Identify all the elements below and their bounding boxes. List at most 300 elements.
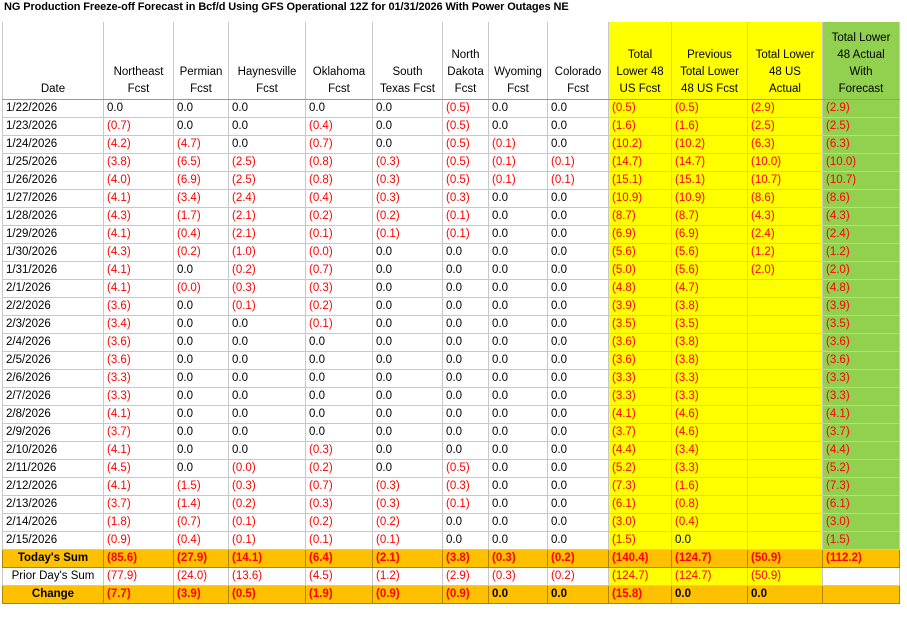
table-row [3,118,900,136]
value-cell: (6.9) [609,226,672,244]
value-cell: (2.4) [748,226,823,244]
value-cell: (2.4) [229,190,306,208]
value-cell: (0.2) [548,568,609,586]
date-cell: 2/4/2026 [3,334,104,352]
value-cell: (0.1) [548,172,609,190]
column-header-line: 48 US Fcst [681,83,738,95]
value-cell: 0.0 [548,262,609,280]
value-cell: (4.6) [672,406,748,424]
table-row [3,136,900,154]
column-header [3,22,104,100]
value-cell: 0.0 [229,118,306,136]
value-cell: (3.3) [609,370,672,388]
value-cell: 0.0 [373,442,443,460]
date-cell: 2/3/2026 [3,316,104,334]
value-cell: (0.4) [174,532,229,550]
value-cell: (6.9) [174,172,229,190]
column-header [104,22,174,100]
table-row [3,496,900,514]
row-label: Change [3,586,104,604]
value-cell: (0.8) [306,172,373,190]
value-cell: (2.9) [748,100,823,118]
value-cell: (1.2) [823,244,900,262]
column-header [306,22,373,100]
value-cell: (14.7) [672,154,748,172]
value-cell: 0.0 [489,280,548,298]
column-header-line: Fcst [328,83,350,95]
value-cell: (2.0) [823,262,900,280]
date-cell: 2/8/2026 [3,406,104,424]
value-cell: (0.7) [306,478,373,496]
value-cell: 0.0 [548,514,609,532]
value-cell: (4.1) [104,262,174,280]
value-cell [748,424,823,442]
value-cell: (0.9) [104,532,174,550]
value-cell: (0.5) [443,118,489,136]
value-cell: (1.2) [748,244,823,262]
date-cell: 2/15/2026 [3,532,104,550]
value-cell: 0.0 [174,388,229,406]
column-header-line: Fcst [567,83,589,95]
change-row [3,586,900,604]
table-row [3,478,900,496]
freeze-off-forecast-table [2,22,900,604]
column-header-line: Total Lower [680,66,739,78]
table-row [3,532,900,550]
value-cell: (4.2) [104,136,174,154]
column-header-line: Permian [179,66,223,78]
value-cell: (3.9) [823,298,900,316]
value-cell: 0.0 [229,406,306,424]
column-header-line: 48 Actual [837,49,885,61]
value-cell: (3.3) [823,388,900,406]
value-cell: (2.5) [748,118,823,136]
value-cell: (0.2) [174,244,229,262]
value-cell: (0.2) [373,208,443,226]
value-cell: (0.1) [489,172,548,190]
value-cell: 0.0 [489,316,548,334]
value-cell: (0.1) [229,514,306,532]
value-cell [748,460,823,478]
column-header-line: Fcst [256,83,278,95]
value-cell: (3.6) [104,334,174,352]
table-row [3,334,900,352]
value-cell: 0.0 [229,442,306,460]
value-cell: 0.0 [489,118,548,136]
value-cell: 0.0 [672,586,748,604]
value-cell: (10.2) [672,136,748,154]
value-cell [748,316,823,334]
date-cell: 1/22/2026 [3,100,104,118]
value-cell: (3.4) [104,316,174,334]
value-cell: 0.0 [229,388,306,406]
value-cell: (4.3) [104,208,174,226]
column-header-line: Wyoming [494,66,542,78]
value-cell: (8.7) [609,208,672,226]
column-header-line: US Fcst [619,83,661,95]
column-header-line: Colorado [554,66,602,78]
value-cell: 0.0 [373,334,443,352]
value-cell: (10.0) [823,154,900,172]
value-cell: 0.0 [548,244,609,262]
value-cell: (4.1) [104,190,174,208]
value-cell: 0.0 [548,298,609,316]
value-cell: (4.3) [748,208,823,226]
value-cell: (0.1) [489,154,548,172]
value-cell: 0.0 [306,352,373,370]
value-cell: (24.0) [174,568,229,586]
sheet-title: NG Production Freeze-off Forecast in Bcf/d Using GFS Operational 12Z for 01/31/2026 With Power Outages NE [4,1,569,13]
value-cell: (0.7) [306,262,373,280]
column-header-line: Lower 48 [616,66,664,78]
value-cell: (3.3) [104,370,174,388]
value-cell [748,478,823,496]
value-cell: (0.2) [229,262,306,280]
value-cell: (3.6) [823,352,900,370]
value-cell: (3.7) [104,496,174,514]
value-cell: (1.8) [104,514,174,532]
column-header [748,22,823,100]
table-row [3,352,900,370]
value-cell: (4.1) [104,280,174,298]
column-header-line: South [392,66,423,78]
value-cell: 0.0 [548,406,609,424]
value-cell: (7.3) [823,478,900,496]
value-cell: (1.5) [174,478,229,496]
value-cell: 0.0 [443,514,489,532]
value-cell: (0.0) [229,460,306,478]
value-cell: (4.3) [104,244,174,262]
value-cell: (1.2) [373,568,443,586]
value-cell: (1.4) [174,496,229,514]
value-cell: (0.3) [229,280,306,298]
value-cell: 0.0 [489,442,548,460]
value-cell: (112.2) [823,550,900,568]
date-cell: 1/30/2026 [3,244,104,262]
value-cell: 0.0 [373,244,443,262]
value-cell: 0.0 [748,586,823,604]
value-cell: (0.3) [373,478,443,496]
column-header-line: Actual [769,83,801,95]
value-cell: (1.5) [609,532,672,550]
value-cell: (4.0) [104,172,174,190]
value-cell: (0.3) [306,280,373,298]
value-cell: (0.5) [443,460,489,478]
value-cell: (50.9) [748,568,823,586]
date-cell: 2/7/2026 [3,388,104,406]
value-cell: (6.4) [306,550,373,568]
value-cell: (1.6) [672,478,748,496]
date-cell: 2/6/2026 [3,370,104,388]
value-cell: (0.1) [489,136,548,154]
value-cell: (6.3) [823,136,900,154]
value-cell [748,280,823,298]
value-cell: (5.0) [609,262,672,280]
value-cell: (0.2) [306,208,373,226]
value-cell: (8.7) [672,208,748,226]
value-cell: (3.7) [609,424,672,442]
value-cell: (3.8) [672,334,748,352]
date-cell: 1/25/2026 [3,154,104,172]
value-cell: (4.7) [672,280,748,298]
value-cell: 0.0 [174,424,229,442]
value-cell: 0.0 [373,388,443,406]
value-cell: (3.8) [104,154,174,172]
value-cell: (1.7) [174,208,229,226]
value-cell: 0.0 [548,442,609,460]
value-cell: (4.4) [609,442,672,460]
value-cell: 0.0 [306,100,373,118]
value-cell: 0.0 [548,586,609,604]
value-cell: (0.1) [548,154,609,172]
value-cell: (4.8) [823,280,900,298]
date-cell: 2/12/2026 [3,478,104,496]
value-cell [748,352,823,370]
value-cell: (0.1) [306,532,373,550]
value-cell: (4.5) [306,568,373,586]
value-cell: (4.1) [104,478,174,496]
value-cell: 0.0 [489,460,548,478]
value-cell [748,334,823,352]
value-cell: (0.8) [306,154,373,172]
table-row [3,100,900,118]
value-cell: 0.0 [443,280,489,298]
value-cell: 0.0 [443,442,489,460]
value-cell: 0.0 [489,478,548,496]
value-cell: (3.5) [609,316,672,334]
value-cell: 0.0 [548,280,609,298]
value-cell: (10.9) [609,190,672,208]
value-cell: (124.7) [672,550,748,568]
date-cell: 1/29/2026 [3,226,104,244]
value-cell: (0.1) [443,496,489,514]
value-cell: 0.0 [489,496,548,514]
value-cell: (0.1) [443,226,489,244]
value-cell: 0.0 [443,316,489,334]
value-cell: (3.0) [609,514,672,532]
column-header [489,22,548,100]
value-cell: (0.1) [443,208,489,226]
column-header-line: Dakota [447,66,484,78]
value-cell: (0.8) [672,496,748,514]
date-cell: 1/28/2026 [3,208,104,226]
value-cell: (3.6) [823,334,900,352]
value-cell: (0.3) [373,172,443,190]
value-cell: (3.3) [104,388,174,406]
value-cell: 0.0 [489,388,548,406]
value-cell: (4.7) [174,136,229,154]
value-cell: (4.1) [609,406,672,424]
value-cell: (0.3) [443,190,489,208]
value-cell: (0.5) [443,100,489,118]
value-cell: (3.5) [672,316,748,334]
value-cell: 0.0 [306,334,373,352]
column-header-line: Total Lower [831,32,891,44]
value-cell [748,442,823,460]
table-row [3,388,900,406]
value-cell: (3.6) [104,352,174,370]
value-cell: 0.0 [373,352,443,370]
value-cell: 0.0 [548,316,609,334]
value-cell: (0.2) [373,514,443,532]
value-cell: (2.1) [229,226,306,244]
table-row [3,442,900,460]
value-cell: (0.4) [306,190,373,208]
value-cell: 0.0 [174,334,229,352]
value-cell: (1.5) [823,532,900,550]
value-cell: 0.0 [489,208,548,226]
value-cell: (3.9) [609,298,672,316]
value-cell: (1.0) [229,244,306,262]
column-header-line: 48 US [769,66,801,78]
value-cell: (27.9) [174,550,229,568]
value-cell: (15.1) [672,172,748,190]
value-cell: (4.6) [672,424,748,442]
value-cell: 0.0 [229,100,306,118]
value-cell: (4.1) [104,442,174,460]
date-cell: 1/31/2026 [3,262,104,280]
value-cell: (3.3) [672,460,748,478]
value-cell: 0.0 [489,244,548,262]
value-cell: 0.0 [548,532,609,550]
value-cell [748,370,823,388]
column-header [548,22,609,100]
column-header-line: Previous [687,49,732,61]
date-cell: 2/11/2026 [3,460,104,478]
value-cell: (2.5) [229,172,306,190]
value-cell: 0.0 [489,406,548,424]
value-cell: 0.0 [174,118,229,136]
value-cell: (0.5) [672,100,748,118]
value-cell: 0.0 [229,424,306,442]
column-header-line: Texas Fcst [380,83,435,95]
value-cell: 0.0 [443,262,489,280]
value-cell: 0.0 [373,316,443,334]
value-cell: 0.0 [174,100,229,118]
value-cell: 0.0 [548,208,609,226]
table-row [3,244,900,262]
value-cell: (2.0) [748,262,823,280]
value-cell: 0.0 [104,100,174,118]
value-cell: 0.0 [443,406,489,424]
value-cell: 0.0 [373,262,443,280]
column-header [174,22,229,100]
column-header-line: Total [627,49,653,61]
value-cell [748,388,823,406]
table-row [3,406,900,424]
value-cell: (0.1) [229,298,306,316]
column-header-line: Oklahoma [312,66,366,78]
column-header-line: Fcst [190,83,212,95]
value-cell: 0.0 [174,460,229,478]
value-cell: (3.7) [104,424,174,442]
value-cell: (4.1) [104,226,174,244]
value-cell: (1.9) [306,586,373,604]
value-cell: (2.1) [373,550,443,568]
value-cell: 0.0 [548,136,609,154]
value-cell: (3.4) [672,442,748,460]
value-cell: 0.0 [548,352,609,370]
value-cell: (4.1) [104,406,174,424]
value-cell: 0.0 [548,424,609,442]
value-cell: (0.3) [306,496,373,514]
value-cell: (0.5) [443,136,489,154]
value-cell: 0.0 [672,532,748,550]
column-header-line: Date [40,83,66,95]
value-cell: (0.2) [548,550,609,568]
value-cell: (2.5) [823,118,900,136]
value-cell: 0.0 [548,190,609,208]
table-row [3,298,900,316]
value-cell: (0.4) [672,514,748,532]
value-cell: (3.3) [609,388,672,406]
value-cell: (0.0) [174,280,229,298]
value-cell: (6.3) [748,136,823,154]
value-cell: (3.8) [672,298,748,316]
value-cell: (5.6) [672,244,748,262]
value-cell: (10.2) [609,136,672,154]
table-row [3,208,900,226]
value-cell: (3.6) [104,298,174,316]
value-cell: 0.0 [174,442,229,460]
value-cell: (4.8) [609,280,672,298]
value-cell: (2.9) [443,568,489,586]
value-cell: (1.6) [672,118,748,136]
column-header [443,22,489,100]
column-header-line: Fcst [454,83,477,95]
row-label: Today's Sum [3,550,104,568]
date-cell: 2/14/2026 [3,514,104,532]
value-cell: (0.3) [373,190,443,208]
value-cell: (0.7) [306,136,373,154]
value-cell: 0.0 [443,352,489,370]
column-header-line: Haynesville [237,66,297,78]
column-header-line: Total Lower [755,49,815,61]
value-cell [823,586,900,604]
date-cell: 2/2/2026 [3,298,104,316]
value-cell: (4.1) [823,406,900,424]
value-cell: (0.5) [443,154,489,172]
value-cell: (6.5) [174,154,229,172]
value-cell: 0.0 [174,370,229,388]
value-cell: 0.0 [489,100,548,118]
value-cell: 0.0 [174,262,229,280]
value-cell: 0.0 [373,118,443,136]
value-cell: (0.2) [306,460,373,478]
value-cell: (0.4) [306,118,373,136]
date-cell: 2/10/2026 [3,442,104,460]
value-cell: 0.0 [489,262,548,280]
value-cell: 0.0 [489,370,548,388]
value-cell: (5.6) [609,244,672,262]
table-row [3,154,900,172]
todays-sum-row [3,550,900,568]
value-cell: (0.9) [373,586,443,604]
value-cell: (85.6) [104,550,174,568]
value-cell: (10.7) [748,172,823,190]
date-cell: 1/24/2026 [3,136,104,154]
value-cell [748,496,823,514]
table-row [3,514,900,532]
value-cell: 0.0 [174,298,229,316]
table-row [3,316,900,334]
value-cell: (77.9) [104,568,174,586]
value-cell: (124.7) [609,568,672,586]
value-cell: 0.0 [229,370,306,388]
value-cell: (0.3) [373,496,443,514]
value-cell: (2.5) [229,154,306,172]
value-cell [748,406,823,424]
